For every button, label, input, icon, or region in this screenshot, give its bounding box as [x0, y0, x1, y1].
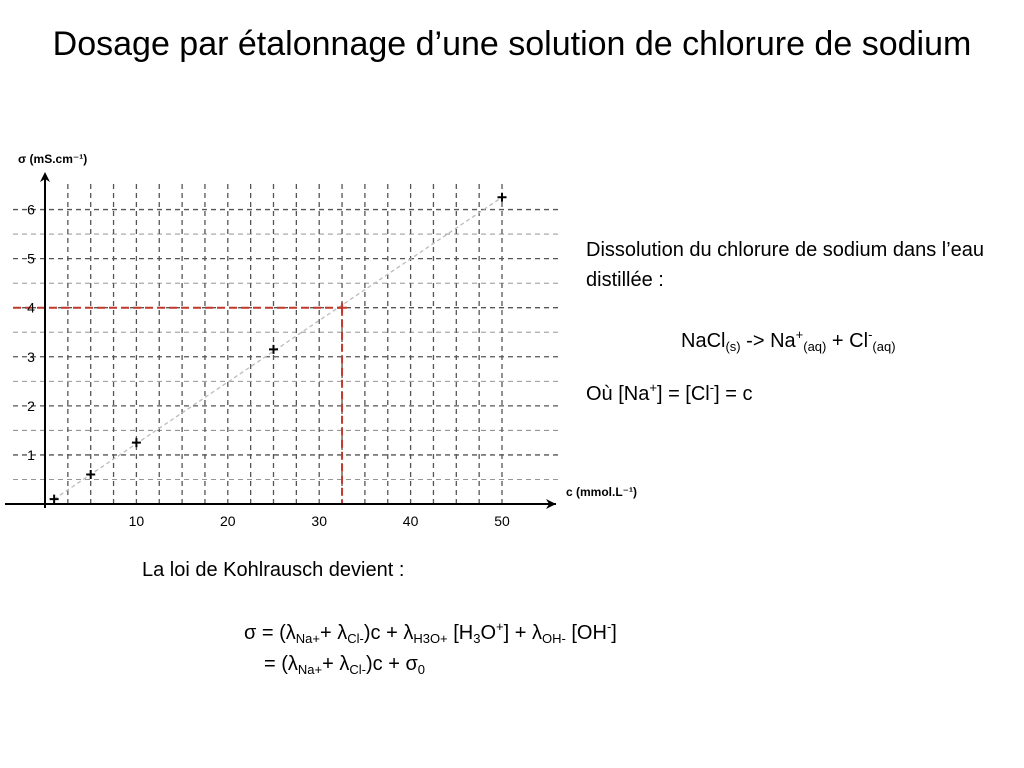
f1-part-2: + λ — [320, 622, 348, 644]
x-tick-label: 20 — [220, 513, 236, 529]
dissolution-text: Dissolution du chlorure de sodium dans l’eau distillée : — [586, 239, 985, 291]
plus-cl-text: + Cl — [826, 330, 869, 352]
f1-sub-na: Na+ — [295, 631, 321, 646]
x-tick-label: 50 — [494, 513, 510, 529]
y-tick-label: 6 — [27, 201, 35, 218]
equality-part-2: ] = [Cl — [656, 383, 710, 405]
y-axis-label: σ (mS.cm⁻¹) — [18, 152, 88, 166]
arrow-na-text: -> Na — [740, 330, 796, 352]
f2-sub-na: Na+ — [297, 662, 323, 677]
dissolution-equation — [681, 327, 896, 354]
f2-part-1: = (λ — [264, 653, 298, 675]
data-point — [50, 495, 59, 504]
f2-part-3: )c + σ — [365, 653, 418, 675]
data-point — [86, 470, 95, 479]
f1-part-4: [H — [447, 622, 474, 644]
kohlrausch-formula-1 — [244, 619, 617, 646]
f1-part-5: O — [480, 622, 497, 644]
slide-title: Dosage par étalonnage d’une solution de chlorure de sodium — [52, 25, 972, 63]
f1-sub-cl: Cl- — [347, 631, 364, 646]
x-tick-label: 30 — [311, 513, 327, 529]
f1-sub-3: 3 — [473, 631, 481, 646]
equality-part-3: ] = c — [714, 383, 753, 405]
aq-subscript-1: (aq) — [803, 339, 827, 354]
x-tick-label: 10 — [128, 513, 145, 529]
f1-part-1: σ = (λ — [244, 622, 296, 644]
data-point — [269, 345, 278, 354]
y-tick-label: 2 — [27, 397, 35, 414]
kohlrausch-law-text: La loi de Kohlrausch devient : — [142, 559, 405, 581]
concentration-equality — [586, 380, 752, 406]
cl-charge: - — [868, 327, 873, 342]
trend-line — [54, 197, 502, 499]
na-charge: + — [795, 327, 804, 342]
chart-grid — [13, 183, 560, 504]
data-point — [132, 438, 141, 447]
reading-point — [337, 303, 347, 313]
kohlrausch-formula-2 — [264, 653, 425, 677]
y-tick-label: 5 — [27, 250, 35, 267]
f1-part-8: ] — [611, 622, 617, 644]
y-tick-label: 1 — [27, 446, 35, 463]
chart-points — [50, 193, 507, 504]
x-axis-label: c (mmol.L⁻¹) — [566, 485, 637, 499]
f2-sub-cl: Cl- — [349, 662, 366, 677]
y-tick-label: 4 — [27, 299, 35, 316]
x-tick-label: 40 — [402, 513, 419, 529]
f1-part-7: [OH — [565, 622, 607, 644]
chart-trendline — [54, 197, 502, 499]
f1-sub-oh: OH- — [541, 631, 566, 646]
f1-sup-minus: - — [606, 619, 612, 634]
y-tick-label: 3 — [27, 348, 35, 365]
f1-part-6: ] + λ — [503, 622, 542, 644]
f1-sub-h3o: H3O+ — [413, 631, 448, 646]
f2-sub-zero: 0 — [417, 662, 426, 677]
solid-subscript: (s) — [725, 339, 741, 354]
aq-subscript-2: (aq) — [872, 339, 896, 354]
f2-part-2: + λ — [322, 653, 350, 675]
chart-axes — [5, 172, 556, 509]
equality-minus: - — [709, 380, 715, 395]
f1-sup-plus: + — [496, 619, 504, 634]
equality-plus: + — [649, 380, 657, 395]
data-point — [498, 193, 507, 202]
nacl-text: NaCl — [681, 330, 726, 352]
f1-part-3: )c + λ — [363, 622, 414, 644]
equality-part-1: Où [Na — [586, 383, 650, 405]
